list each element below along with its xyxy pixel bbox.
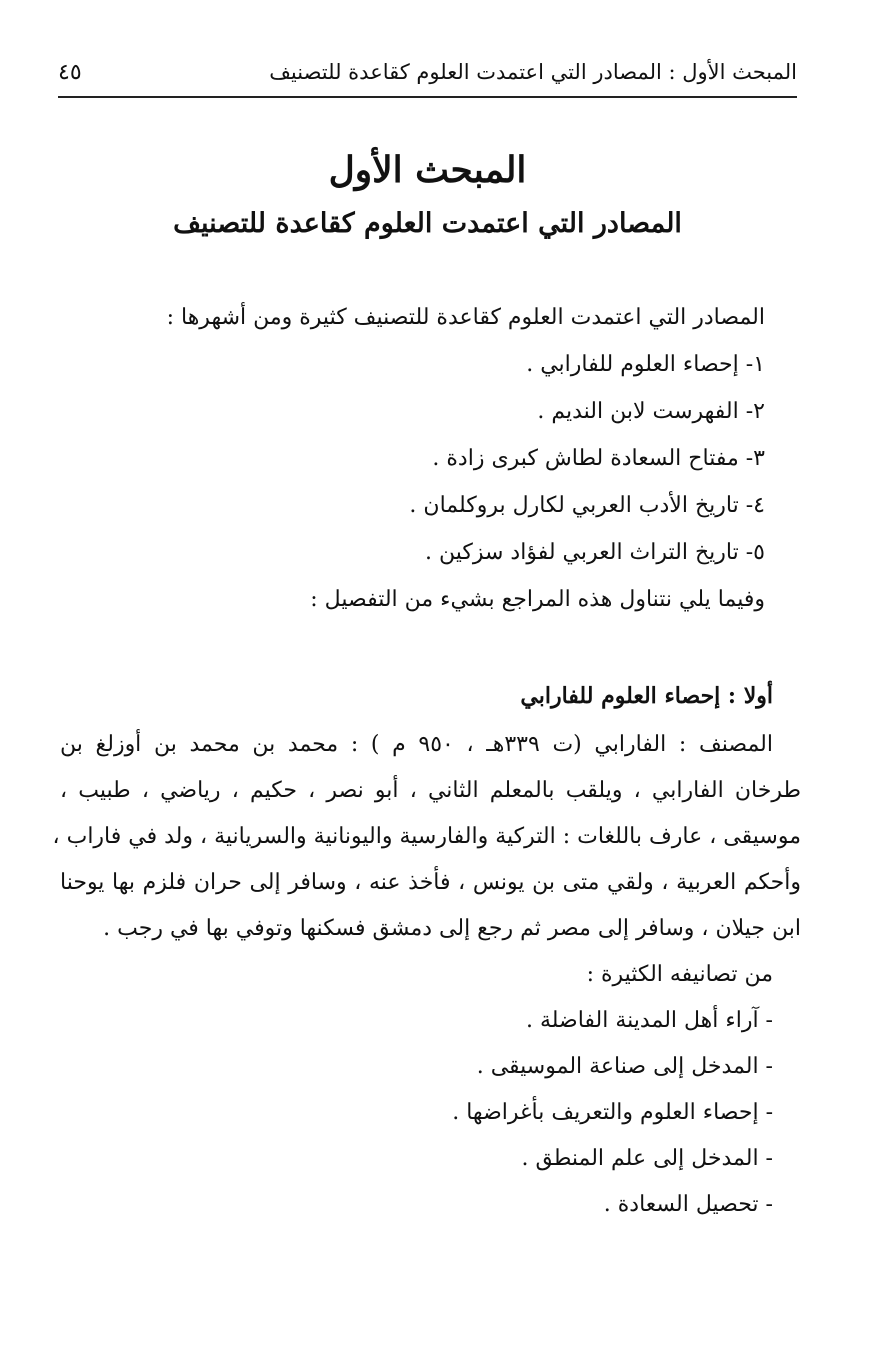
part-heading: أولا : إحصاء العلوم للفارابي	[520, 683, 773, 709]
section-subtitle: المصادر التي اعتمدت العلوم كقاعدة للتصنيف	[173, 208, 682, 239]
intro-lead: المصادر التي اعتمدت العلوم كقاعدة للتصنيف كثيرة ومن أشهرها :	[166, 305, 765, 330]
list-item: - إحصاء العلوم والتعريف بأغراضها .	[452, 1100, 773, 1125]
intro-block	[60, 294, 765, 623]
author-paragraph	[52, 722, 801, 952]
running-header	[58, 52, 797, 98]
section-heading	[58, 142, 797, 250]
works-list	[60, 952, 773, 1228]
list-item: ٣- مفتاح السعادة لطاش كبرى زادة .	[432, 446, 765, 471]
paragraph-line: ابن جيلان ، وسافر إلى مصر ثم رجع إلى دمشق فسكنها وتوفي بها في رجب .	[103, 916, 801, 941]
list-item: - المدخل إلى صناعة الموسيقى .	[476, 1054, 773, 1079]
paragraph-line: المصنف : الفارابي (ت ٣٣٩هـ ، ٩٥٠ م ) : محمد بن محمد بن أوزلغ بن	[60, 732, 773, 757]
list-item: ١- إحصاء العلوم للفارابي .	[526, 352, 765, 377]
intro-closing: وفيما يلي نتناول هذه المراجع بشيء من التفصيل :	[310, 587, 765, 612]
works-intro: من تصانيفه الكثيرة :	[586, 962, 773, 987]
paragraph-line: وأحكم العربية ، ولقي متى بن يونس ، فأخذ عنه ، وسافر إلى حران فلزم بها يوحنا	[60, 870, 801, 895]
list-item: - المدخل إلى علم المنطق .	[521, 1146, 773, 1171]
page-number: ٤٥	[58, 60, 82, 85]
part-farabi	[52, 670, 801, 1228]
list-item: - آراء أهل المدينة الفاضلة .	[525, 1008, 773, 1033]
running-header-title: المبحث الأول : المصادر التي اعتمدت العلوم كقاعدة للتصنيف	[269, 60, 797, 84]
section-title: المبحث الأول	[328, 149, 527, 191]
list-item: - تحصيل السعادة .	[603, 1192, 773, 1217]
paragraph-line: موسيقى ، عارف باللغات : التركية والفارسية واليونانية والسريانية ، ولد في فاراب ،	[52, 824, 801, 849]
list-item: ٥- تاريخ التراث العربي لفؤاد سزكين .	[425, 540, 765, 565]
list-item: ٤- تاريخ الأدب العربي لكارل بروكلمان .	[409, 493, 765, 518]
list-item: ٢- الفهرست لابن النديم .	[537, 399, 765, 424]
paragraph-line: طرخان الفارابي ، ويلقب بالمعلم الثاني ، أبو نصر ، حكيم ، رياضي ، طبيب ،	[60, 778, 801, 803]
